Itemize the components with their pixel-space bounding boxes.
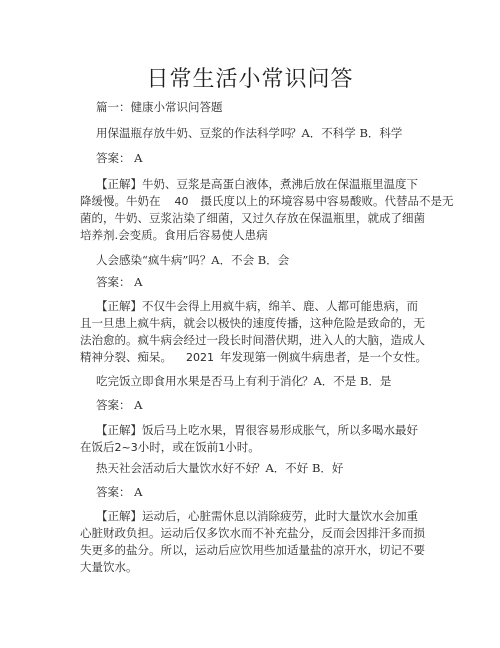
- section-heading: 篇一：健康小常识问答题: [96, 100, 223, 114]
- answer-4: 答案： A: [96, 485, 143, 499]
- explanation-3-line-2: [80, 440, 260, 455]
- explanation-2-year: 2021: [186, 351, 214, 364]
- page-title: 日常生活小常识问答: [146, 67, 354, 92]
- explanation-3-line-2-c: 小时。: [225, 440, 260, 454]
- question-4: 热天社会活动后大量饮水好不好: [96, 461, 257, 475]
- explanation-2-line-2: 且一旦患上疯牛病，就会以极快的速度传播，这种危险是致命的，无: [80, 316, 425, 330]
- explanation-1-line-3: 菌的，牛奶、豆浆沾染了细菌，又过久存放在保温瓶里，就成了细菌: [80, 211, 425, 225]
- explanation-3-line-1: 【正解】饭后马上吃水果，胃很容易形成胀气，所以多喝水最好: [96, 423, 418, 437]
- explanation-3-line-2-b: 小时，或在饭前: [137, 440, 219, 454]
- explanation-2-line-4-b: 年发现第一例疯牛病患者，是一个女性。: [220, 350, 427, 364]
- question-2-options: ？A．不会 B．会: [199, 253, 290, 267]
- question-2: [96, 253, 289, 268]
- explanation-1-number: 40: [174, 195, 189, 208]
- explanation-1-line-2-a: 降缓慢。牛奶在: [80, 194, 161, 208]
- explanation-3-line-2-a: 在饭后: [80, 440, 115, 454]
- answer-3: 答案： A: [96, 398, 143, 412]
- explanation-2-line-4: [80, 350, 427, 365]
- question-1-options: ？A．不科学 B．科学: [290, 126, 403, 140]
- question-3: 吃完饭立即食用水果是否马上有利于消化: [96, 374, 303, 388]
- answer-1: 答案： A: [96, 151, 143, 165]
- explanation-1-line-1: 【正解】牛奶、豆浆是高蛋白液体，煮沸后放在保温瓶里温度下: [96, 177, 418, 191]
- explanation-4-line-3: 失更多的盐分。所以，运动后应饮用些加适量盐的凉开水，切记不要: [80, 543, 425, 557]
- question-4-options: ？A．不好 B．好: [254, 461, 344, 475]
- explanation-4-line-4: 大量饮水。: [80, 560, 138, 574]
- explanation-1-line-4: 培养剂.会变质。食用后容易使人患病: [80, 228, 268, 242]
- explanation-2-line-1: 【正解】不仅牛会得上用疯牛病，绵羊、鹿、人都可能患病，而: [96, 299, 418, 313]
- explanation-1-line-2-b: 摄氏度以上的环境容易中容易酸败。代替品不是无: [200, 194, 454, 208]
- explanation-4-line-1: 【正解】运动后，心脏需休息以消除疲劳，此时大量饮水会加重: [96, 509, 418, 523]
- explanation-4-line-2: 心脏财政负担。运动后仅多饮水而不补充盐分，反而会因排汗多而损: [80, 526, 425, 540]
- question-1: 用保温瓶存放牛奶、豆浆的作法科学吗: [96, 126, 292, 140]
- explanation-3-hours: 2~3: [114, 441, 138, 454]
- question-2-text: 人会感染“疯牛病”吗: [96, 253, 200, 267]
- answer-2: 答案： A: [96, 275, 143, 289]
- question-3-options: ？A．不是 B．是: [302, 374, 392, 388]
- explanation-2-line-4-a: 精神分裂、痴呆。: [80, 350, 172, 364]
- explanation-2-line-3: 法治愈的。疯牛病会经过一段长时间潜伏期，进入人的大脑，造成人: [80, 333, 425, 347]
- explanation-3-hour: 1: [218, 441, 226, 454]
- explanation-1-line-2: [80, 194, 454, 209]
